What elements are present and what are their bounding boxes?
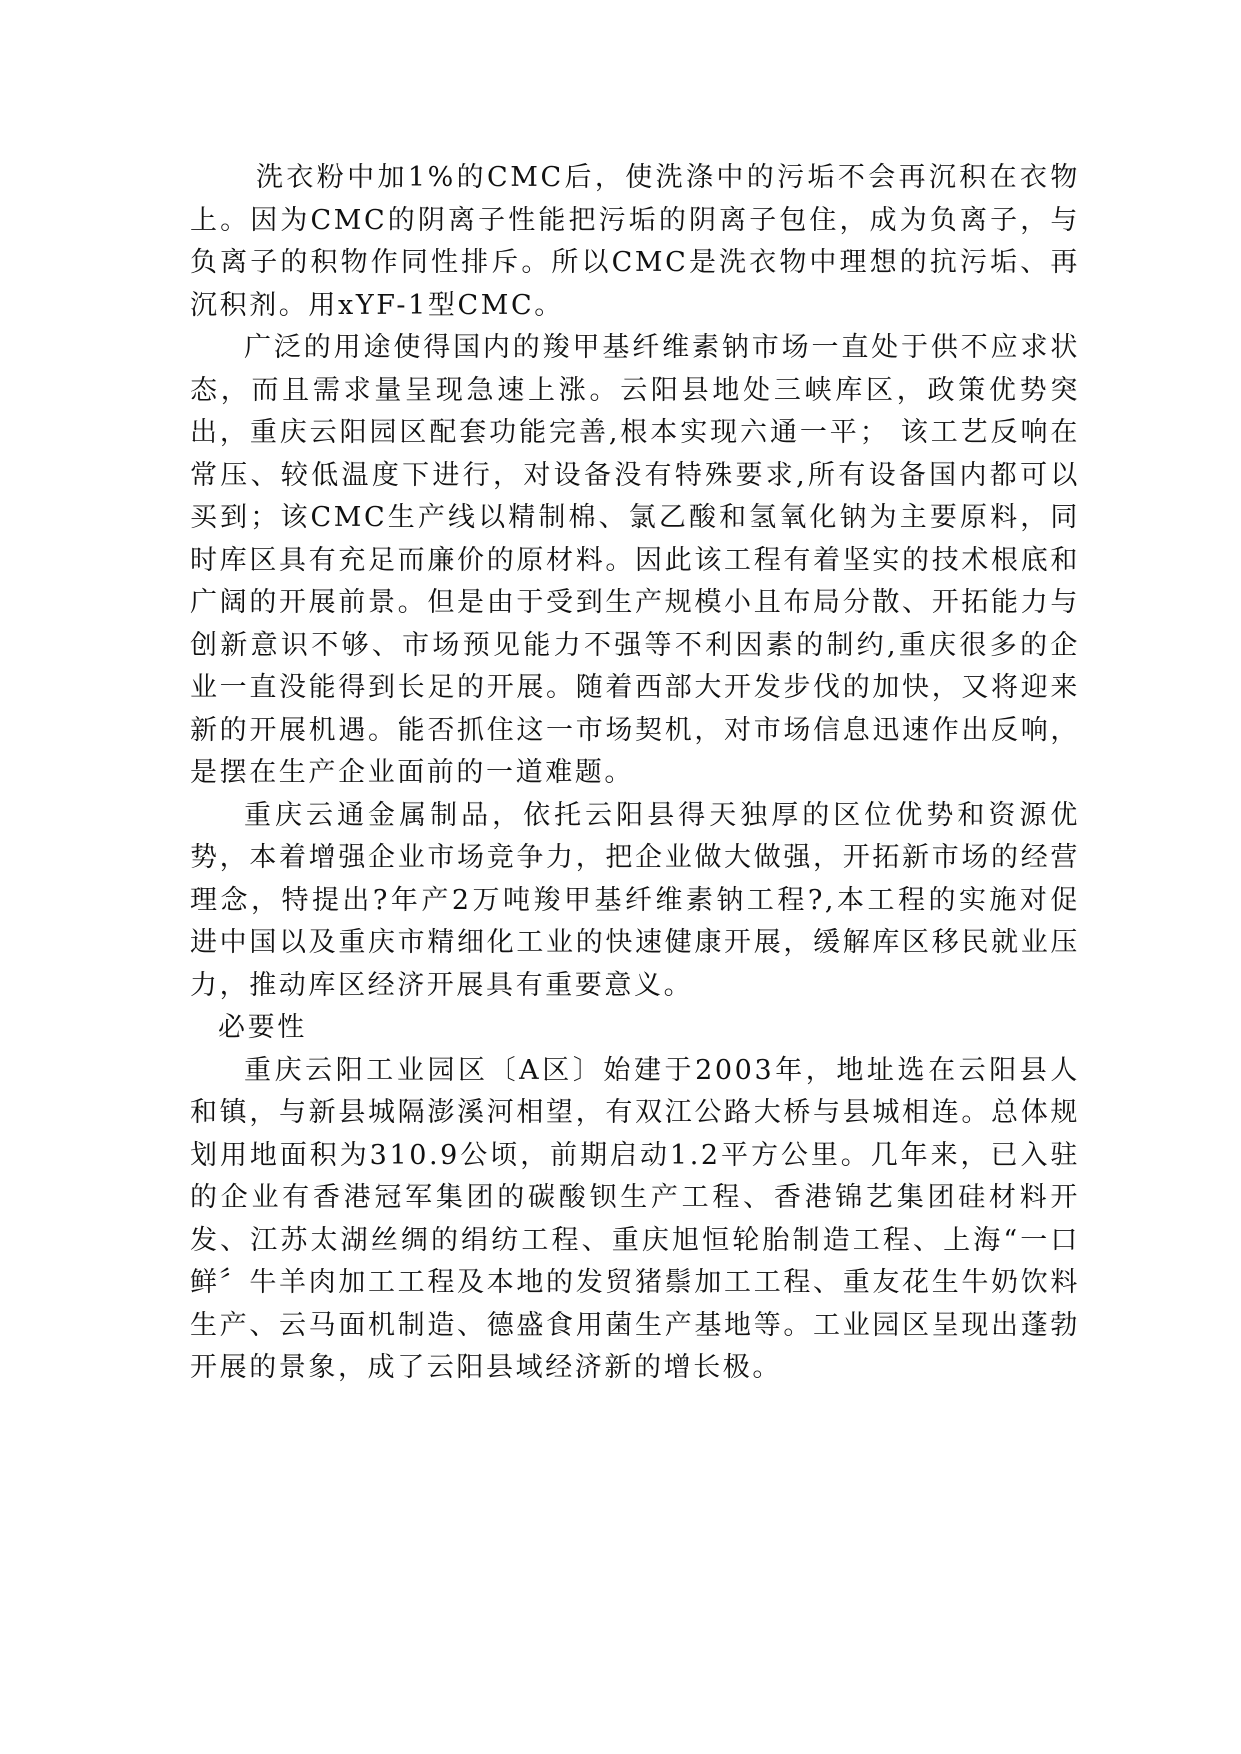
section-heading-necessity: 必要性 — [218, 1012, 307, 1043]
paragraph-cmc-detergent: 洗衣粉中加1%的CMC后，使洗涤中的污垢不会再沉积在衣物上。因为CMC的阴离子性能把污垢的阴离子包住，成为负离子，与负离子的积物作同性排斥。所以CMC是洗衣物中理想的抗污垢、再沉积剂。用xYF-1型CMC。 — [190, 162, 1080, 321]
document-body — [190, 157, 1080, 1390]
paragraph-industrial-park: 重庆云阳工业园区〔A区〕始建于2003年，地址选在云阳县人和镇，与新县城隔澎溪河相望，有双江公路大桥与县城相连。总体规划用地面积为310.9公顷，前期启动1.2平方公里。几年来，已入驻的企业有香港冠军集团的碳酸钡生产工程、香港锦艺集团硅材料开发、江苏太湖丝绸的绢纺工程、重庆旭恒轮胎制造工程、上海“一口鲜〞牛羊肉加工工程及本地的发贸猪鬃加工工程、重友花生牛奶饮料生产、云马面机制造、德盛食用菌生产基地等。工业园区呈现出蓬勃开展的景象，成了云阳县域经济新的增长极。 — [190, 1054, 1080, 1383]
paragraph-market-background: 广泛的用途使得国内的羧甲基纤维素钠市场一直处于供不应求状态，而且需求量呈现急速上涨。云阳县地处三峡库区，政策优势突出，重庆云阳园区配套功能完善,根本实现六通一平； 该工艺反响在常压、较低温度下进行，对设备没有特殊要求,所有设备国内都可以买到；该CMC生产线以精制棉、氯乙酸和氢氧化钠为主要原料，同时库区具有充足而廉价的原材料。因此该工程有着坚实的技术根底和广阔的开展前景。但是由于受到生产规模小且布局分散、开拓能力与创新意识不够、市场预见能力不强等不利因素的制约,重庆很多的企业一直没能得到长足的开展。随着西部大开发步伐的加快，又将迎来新的开展机遇。能否抓住这一市场契机，对市场信息迅速作出反响，是摆在生产企业面前的一道难题。 — [190, 332, 1080, 788]
paragraph-company-proposal: 重庆云通金属制品，依托云阳县得天独厚的区位优势和资源优势，本着增强企业市场竞争力，把企业做大做强，开拓新市场的经营理念，特提出?年产2万吨羧甲基纤维素钠工程?,本工程的实施对促进中国以及重庆市精细化工业的快速健康开展，缓解库区移民就业压力，推动库区经济开展具有重要意义。 — [190, 799, 1080, 1001]
